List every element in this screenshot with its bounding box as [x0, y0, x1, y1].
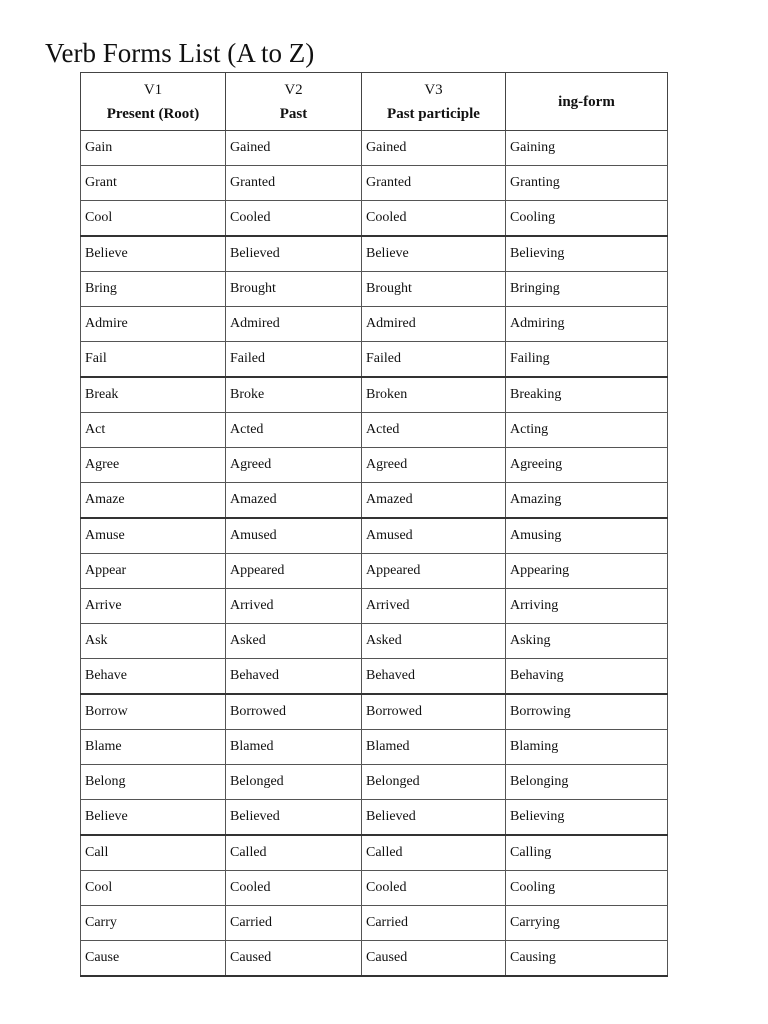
- cell-present: Grant: [81, 166, 226, 201]
- table-row: [81, 835, 668, 871]
- table-row: [81, 589, 668, 624]
- cell-past: Caused: [226, 941, 362, 977]
- table-row: [81, 307, 668, 342]
- cell-present: Cool: [81, 871, 226, 906]
- page-title: Verb Forms List (A to Z): [45, 38, 315, 68]
- cell-present: Amaze: [81, 483, 226, 519]
- cell-past-participle: Arrived: [362, 589, 506, 624]
- table-row: [81, 941, 668, 977]
- header-version: V3: [424, 81, 443, 98]
- table-row: [81, 342, 668, 378]
- cell-past-participle: Granted: [362, 166, 506, 201]
- table-row: [81, 871, 668, 906]
- cell-past-participle: Gained: [362, 131, 506, 166]
- cell-ing-form: Granting: [506, 166, 668, 201]
- cell-past: Asked: [226, 624, 362, 659]
- cell-ing-form: Cooling: [506, 871, 668, 906]
- cell-past-participle: Agreed: [362, 448, 506, 483]
- cell-present: Believe: [81, 800, 226, 836]
- header-ing-form: [506, 73, 668, 131]
- table-row: [81, 483, 668, 519]
- cell-past-participle: Appeared: [362, 554, 506, 589]
- cell-present: Borrow: [81, 694, 226, 730]
- cell-present: Cause: [81, 941, 226, 977]
- cell-ing-form: Cooling: [506, 201, 668, 237]
- cell-past-participle: Borrowed: [362, 694, 506, 730]
- table-row: [81, 131, 668, 166]
- table-header-row: [81, 73, 668, 131]
- header-version: V1: [143, 81, 163, 98]
- header-v1: [81, 73, 226, 131]
- cell-present: Bring: [81, 272, 226, 307]
- table-row: [81, 800, 668, 836]
- cell-past: Carried: [226, 906, 362, 941]
- cell-past-participle: Amused: [362, 518, 506, 554]
- cell-present: Break: [81, 377, 226, 413]
- cell-past: Cooled: [226, 201, 362, 237]
- cell-ing-form: Gaining: [506, 131, 668, 166]
- table-row: [81, 272, 668, 307]
- cell-past: Called: [226, 835, 362, 871]
- table-row: [81, 166, 668, 201]
- verb-forms-table: [80, 72, 668, 977]
- cell-ing-form: Behaving: [506, 659, 668, 695]
- cell-present: Ask: [81, 624, 226, 659]
- cell-past: Cooled: [226, 871, 362, 906]
- cell-present: Amuse: [81, 518, 226, 554]
- table-row: [81, 694, 668, 730]
- cell-past-participle: Believed: [362, 800, 506, 836]
- cell-past-participle: Carried: [362, 906, 506, 941]
- cell-past-participle: Admired: [362, 307, 506, 342]
- header-label: Present (Root): [106, 105, 200, 122]
- cell-past: Broke: [226, 377, 362, 413]
- header-version: V2: [284, 81, 303, 98]
- cell-ing-form: Believing: [506, 800, 668, 836]
- cell-present: Blame: [81, 730, 226, 765]
- cell-present: Agree: [81, 448, 226, 483]
- cell-past-participle: Believe: [362, 236, 506, 272]
- table-row: [81, 659, 668, 695]
- cell-ing-form: Agreeing: [506, 448, 668, 483]
- table-row: [81, 201, 668, 237]
- cell-present: Behave: [81, 659, 226, 695]
- cell-ing-form: Asking: [506, 624, 668, 659]
- cell-ing-form: Blaming: [506, 730, 668, 765]
- cell-ing-form: Causing: [506, 941, 668, 977]
- cell-past-participle: Cooled: [362, 871, 506, 906]
- cell-past: Failed: [226, 342, 362, 378]
- cell-past-participle: Belonged: [362, 765, 506, 800]
- cell-past: Blamed: [226, 730, 362, 765]
- cell-past-participle: Cooled: [362, 201, 506, 237]
- cell-present: Admire: [81, 307, 226, 342]
- table-row: [81, 624, 668, 659]
- cell-past: Belonged: [226, 765, 362, 800]
- cell-ing-form: Carrying: [506, 906, 668, 941]
- table-row: [81, 448, 668, 483]
- cell-ing-form: Appearing: [506, 554, 668, 589]
- table-row: [81, 906, 668, 941]
- cell-ing-form: Believing: [506, 236, 668, 272]
- cell-present: Gain: [81, 131, 226, 166]
- cell-past-participle: Asked: [362, 624, 506, 659]
- cell-present: Arrive: [81, 589, 226, 624]
- cell-ing-form: Failing: [506, 342, 668, 378]
- cell-present: Call: [81, 835, 226, 871]
- cell-past: Believed: [226, 236, 362, 272]
- table-row: [81, 518, 668, 554]
- cell-past: Acted: [226, 413, 362, 448]
- table-row: [81, 413, 668, 448]
- cell-ing-form: Amusing: [506, 518, 668, 554]
- cell-present: Act: [81, 413, 226, 448]
- cell-past-participle: Blamed: [362, 730, 506, 765]
- cell-present: Believe: [81, 236, 226, 272]
- cell-ing-form: Amazing: [506, 483, 668, 519]
- cell-past: Arrived: [226, 589, 362, 624]
- cell-past: Gained: [226, 131, 362, 166]
- cell-present: Fail: [81, 342, 226, 378]
- header-label: ing-form: [558, 93, 615, 110]
- cell-ing-form: Belonging: [506, 765, 668, 800]
- table-row: [81, 236, 668, 272]
- cell-present: Belong: [81, 765, 226, 800]
- cell-past: Appeared: [226, 554, 362, 589]
- cell-ing-form: Calling: [506, 835, 668, 871]
- header-v2: [226, 73, 362, 131]
- cell-past: Agreed: [226, 448, 362, 483]
- header-v3: [362, 73, 506, 131]
- table-row: [81, 554, 668, 589]
- header-label: Past participle: [387, 105, 480, 122]
- cell-past: Amused: [226, 518, 362, 554]
- cell-past-participle: Behaved: [362, 659, 506, 695]
- cell-ing-form: Acting: [506, 413, 668, 448]
- cell-past: Borrowed: [226, 694, 362, 730]
- cell-ing-form: Arriving: [506, 589, 668, 624]
- cell-past: Behaved: [226, 659, 362, 695]
- cell-past-participle: Failed: [362, 342, 506, 378]
- header-label: Past: [279, 105, 308, 122]
- cell-past-participle: Caused: [362, 941, 506, 977]
- cell-ing-form: Breaking: [506, 377, 668, 413]
- cell-past-participle: Called: [362, 835, 506, 871]
- cell-past-participle: Acted: [362, 413, 506, 448]
- cell-past-participle: Brought: [362, 272, 506, 307]
- cell-past-participle: Broken: [362, 377, 506, 413]
- cell-past: Admired: [226, 307, 362, 342]
- table-row: [81, 377, 668, 413]
- table-row: [81, 730, 668, 765]
- cell-ing-form: Admiring: [506, 307, 668, 342]
- cell-ing-form: Bringing: [506, 272, 668, 307]
- cell-ing-form: Borrowing: [506, 694, 668, 730]
- cell-present: Carry: [81, 906, 226, 941]
- cell-past: Believed: [226, 800, 362, 836]
- cell-present: Appear: [81, 554, 226, 589]
- cell-past: Granted: [226, 166, 362, 201]
- cell-past: Amazed: [226, 483, 362, 519]
- table-row: [81, 765, 668, 800]
- cell-past: Brought: [226, 272, 362, 307]
- cell-present: Cool: [81, 201, 226, 237]
- cell-past-participle: Amazed: [362, 483, 506, 519]
